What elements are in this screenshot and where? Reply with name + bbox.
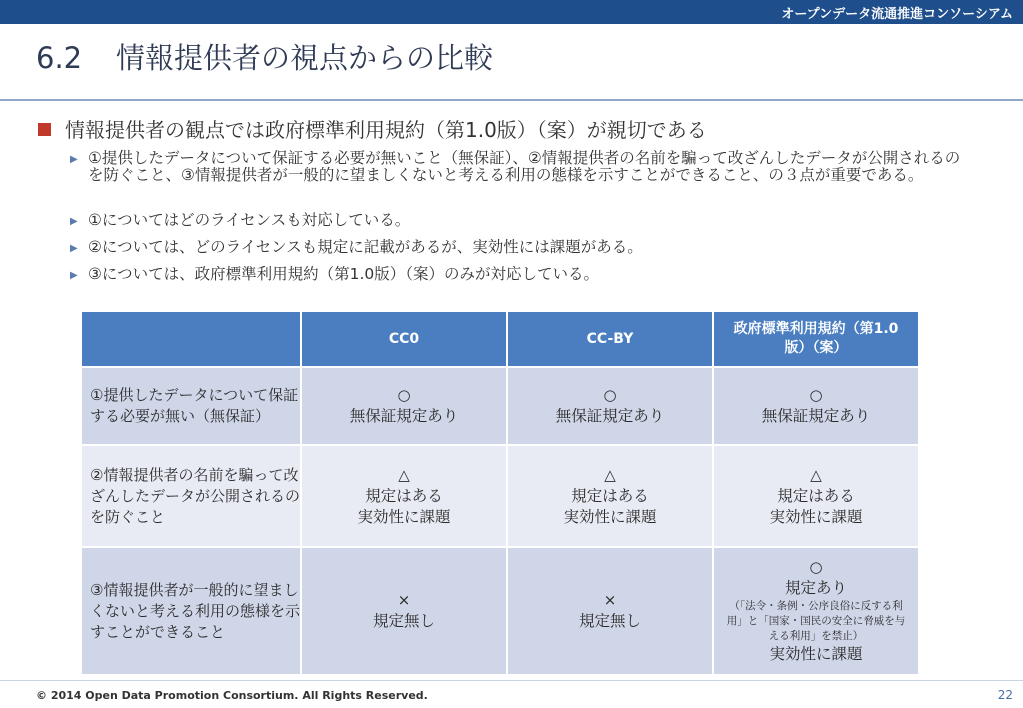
cell-text: 規定はある xyxy=(571,486,649,505)
evaluation-mark: ○ xyxy=(603,386,617,404)
row-label: ①提供したデータについて保証する必要が無い（無保証） xyxy=(81,367,301,445)
evaluation-mark: ○ xyxy=(397,386,411,404)
evaluation-mark: △ xyxy=(398,465,410,484)
evaluation-mark: ○ xyxy=(809,386,823,404)
header-cell-empty xyxy=(81,311,301,367)
cell-note: （「法令・条例・公序良俗に反する利用」と「国家・国民の安全に脅威を与える利用」を禁止） xyxy=(726,600,906,642)
cell-text: 無保証規定あり xyxy=(761,407,871,425)
cell-text: 規定あり xyxy=(784,579,847,597)
cell-text: 無保証規定あり xyxy=(555,407,665,425)
sub-bullet-text: ②については、どのライセンスも規定に記載があるが、実効性には課題がある。 xyxy=(88,238,643,256)
sub-bullet-text: ③については、政府標準利用規約（第1.0版）（案）のみが対応している。 xyxy=(88,265,599,283)
table-row xyxy=(81,445,919,547)
header-cell-ccby: CC-BY xyxy=(507,311,713,367)
table-row xyxy=(81,547,919,675)
sub-bullet-text: ①提供したデータについて保証する必要が無いこと（無保証）、②情報提供者の名前を騙って改ざんしたデータが公開されるのを防ぐこと、③情報提供者が一般的に望ましくないと考える利用の態様を示すことができること、の３点が重要である。 xyxy=(88,149,961,184)
sub-bullet-3 xyxy=(70,239,970,256)
triangle-bullet-icon: ▶ xyxy=(70,154,78,165)
cell-text: 規定はある xyxy=(777,486,855,505)
evaluation-mark: △ xyxy=(604,465,616,484)
triangle-bullet-icon: ▶ xyxy=(70,243,78,254)
cell-text: 規定無し xyxy=(578,612,641,630)
header-cell-gov-terms: 政府標準利用規約（第1.0版）（案） xyxy=(713,311,919,367)
triangle-bullet-icon: ▶ xyxy=(70,216,78,227)
evaluation-mark: △ xyxy=(810,465,822,484)
row-label: ③情報提供者が一般的に望ましくないと考える利用の態様を示すことができること xyxy=(81,547,301,675)
table-row xyxy=(81,367,919,445)
cell-text: 実効性に課題 xyxy=(769,507,863,526)
table-cell xyxy=(713,547,919,675)
cell-text: 実効性に課題 xyxy=(769,645,863,663)
table-cell xyxy=(507,367,713,445)
slide-title xyxy=(36,36,493,77)
copyright-text: © 2014 Open Data Promotion Consortium. All Rights Reserved. xyxy=(36,689,428,702)
table-header-row xyxy=(81,311,919,367)
page-number: 22 xyxy=(997,688,1013,702)
row-label: ②情報提供者の名前を騙って改ざんしたデータが公開されるのを防ぐこと xyxy=(81,445,301,547)
section-number: 6.2 xyxy=(36,41,83,75)
table-cell xyxy=(301,547,507,675)
cell-text: 規定はある xyxy=(365,486,443,505)
main-bullet-text: 情報提供者の観点では政府標準利用規約（第1.0版）（案）が親切である xyxy=(65,118,707,142)
sub-bullet-text: ①についてはどのライセンスも対応している。 xyxy=(88,211,411,229)
footer-divider xyxy=(0,680,1023,681)
square-bullet-icon xyxy=(38,123,51,136)
sub-bullet-1 xyxy=(70,150,970,184)
table-cell xyxy=(507,547,713,675)
table-cell xyxy=(713,445,919,547)
main-bullet xyxy=(38,114,707,143)
evaluation-mark: × xyxy=(603,591,617,609)
cell-text: 実効性に課題 xyxy=(357,507,451,526)
organization-name: オープンデータ流通推進コンソーシアム xyxy=(781,7,1013,22)
header-cell-cc0: CC0 xyxy=(301,311,507,367)
sub-bullet-4 xyxy=(70,266,970,283)
cell-text: 実効性に課題 xyxy=(563,507,657,526)
sub-bullet-2 xyxy=(70,212,970,229)
evaluation-mark: ○ xyxy=(809,558,823,576)
title-divider xyxy=(0,99,1023,101)
table-cell xyxy=(713,367,919,445)
comparison-table xyxy=(80,310,920,676)
table-cell xyxy=(507,445,713,547)
cell-text: 無保証規定あり xyxy=(349,407,459,425)
table-cell xyxy=(301,367,507,445)
title-text: 情報提供者の視点からの比較 xyxy=(116,41,494,75)
evaluation-mark: × xyxy=(397,591,411,609)
triangle-bullet-icon: ▶ xyxy=(70,270,78,281)
header-bar xyxy=(0,0,1023,24)
table-cell xyxy=(301,445,507,547)
cell-text: 規定無し xyxy=(372,612,435,630)
